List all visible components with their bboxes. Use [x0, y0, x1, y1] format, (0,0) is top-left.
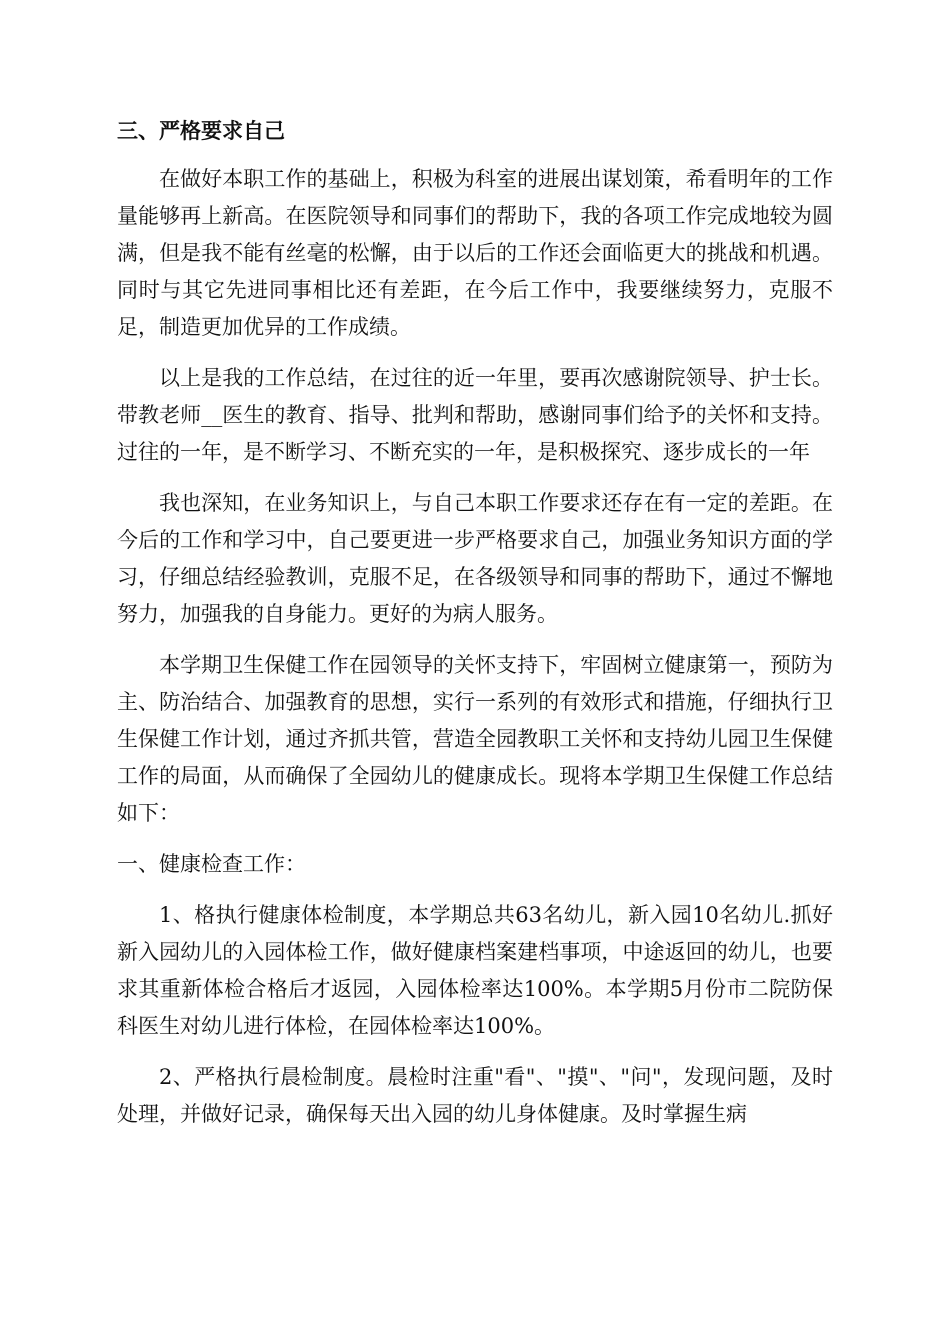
section-title: 一、健康检查工作： — [117, 852, 306, 876]
list-item: 2、严格执行晨检制度。晨检时注重"看"、"摸"、"问"，发现问题，及时处理，并做好记录，确保每天出入园的幼儿身体健康。及时掌握生病 — [117, 1065, 833, 1126]
section-heading: 三、严格要求自己 — [117, 118, 285, 143]
document-body — [117, 112, 833, 1133]
paragraph: 本学期卫生保健工作在园领导的关怀支持下，牢固树立健康第一，预防为主、防治结合、加强教育的思想，实行一系列的有效形式和措施，仔细执行卫生保健工作计划，通过齐抓共管，营造全园教职工关怀和支持幼儿园卫生保健工作的局面，从而确保了全园幼儿的健康成长。现将本学期卫生保健工作总结如下： — [117, 653, 833, 825]
list-item: 1、格执行健康体检制度，本学期总共63名幼儿，新入园10名幼儿.抓好新入园幼儿的入园体检工作，做好健康档案建档事项，中途返回的幼儿，也要求其重新体检合格后才返园，入园体检率达100%。本学期5月份市二院防保科医生对幼儿进行体检，在园体检率达100%。 — [117, 903, 833, 1038]
paragraph: 我也深知，在业务知识上，与自己本职工作要求还存在有一定的差距。在今后的工作和学习中，自己要更进一步严格要求自己，加强业务知识方面的学习，仔细总结经验教训，克服不足，在各级领导和同事的帮助下，通过不懈地努力，加强我的自身能力。更好的为病人服务。 — [117, 491, 833, 626]
paragraph: 以上是我的工作总结，在过往的近一年里，要再次感谢院领导、护士长。带教老师__医生的教育、指导、批判和帮助，感谢同事们给予的关怀和支持。过往的一年，是不断学习、不断充实的一年，是积极探究、逐步成长的一年 — [117, 366, 833, 464]
paragraph: 在做好本职工作的基础上，积极为科室的进展出谋划策，希看明年的工作量能够再上新高。在医院领导和同事们的帮助下，我的各项工作完成地较为圆满，但是我不能有丝毫的松懈，由于以后的工作还会面临更大的挑战和机遇。同时与其它先进同事相比还有差距，在今后工作中，我要继续努力，克服不足，制造更加优异的工作成绩。 — [117, 167, 833, 339]
